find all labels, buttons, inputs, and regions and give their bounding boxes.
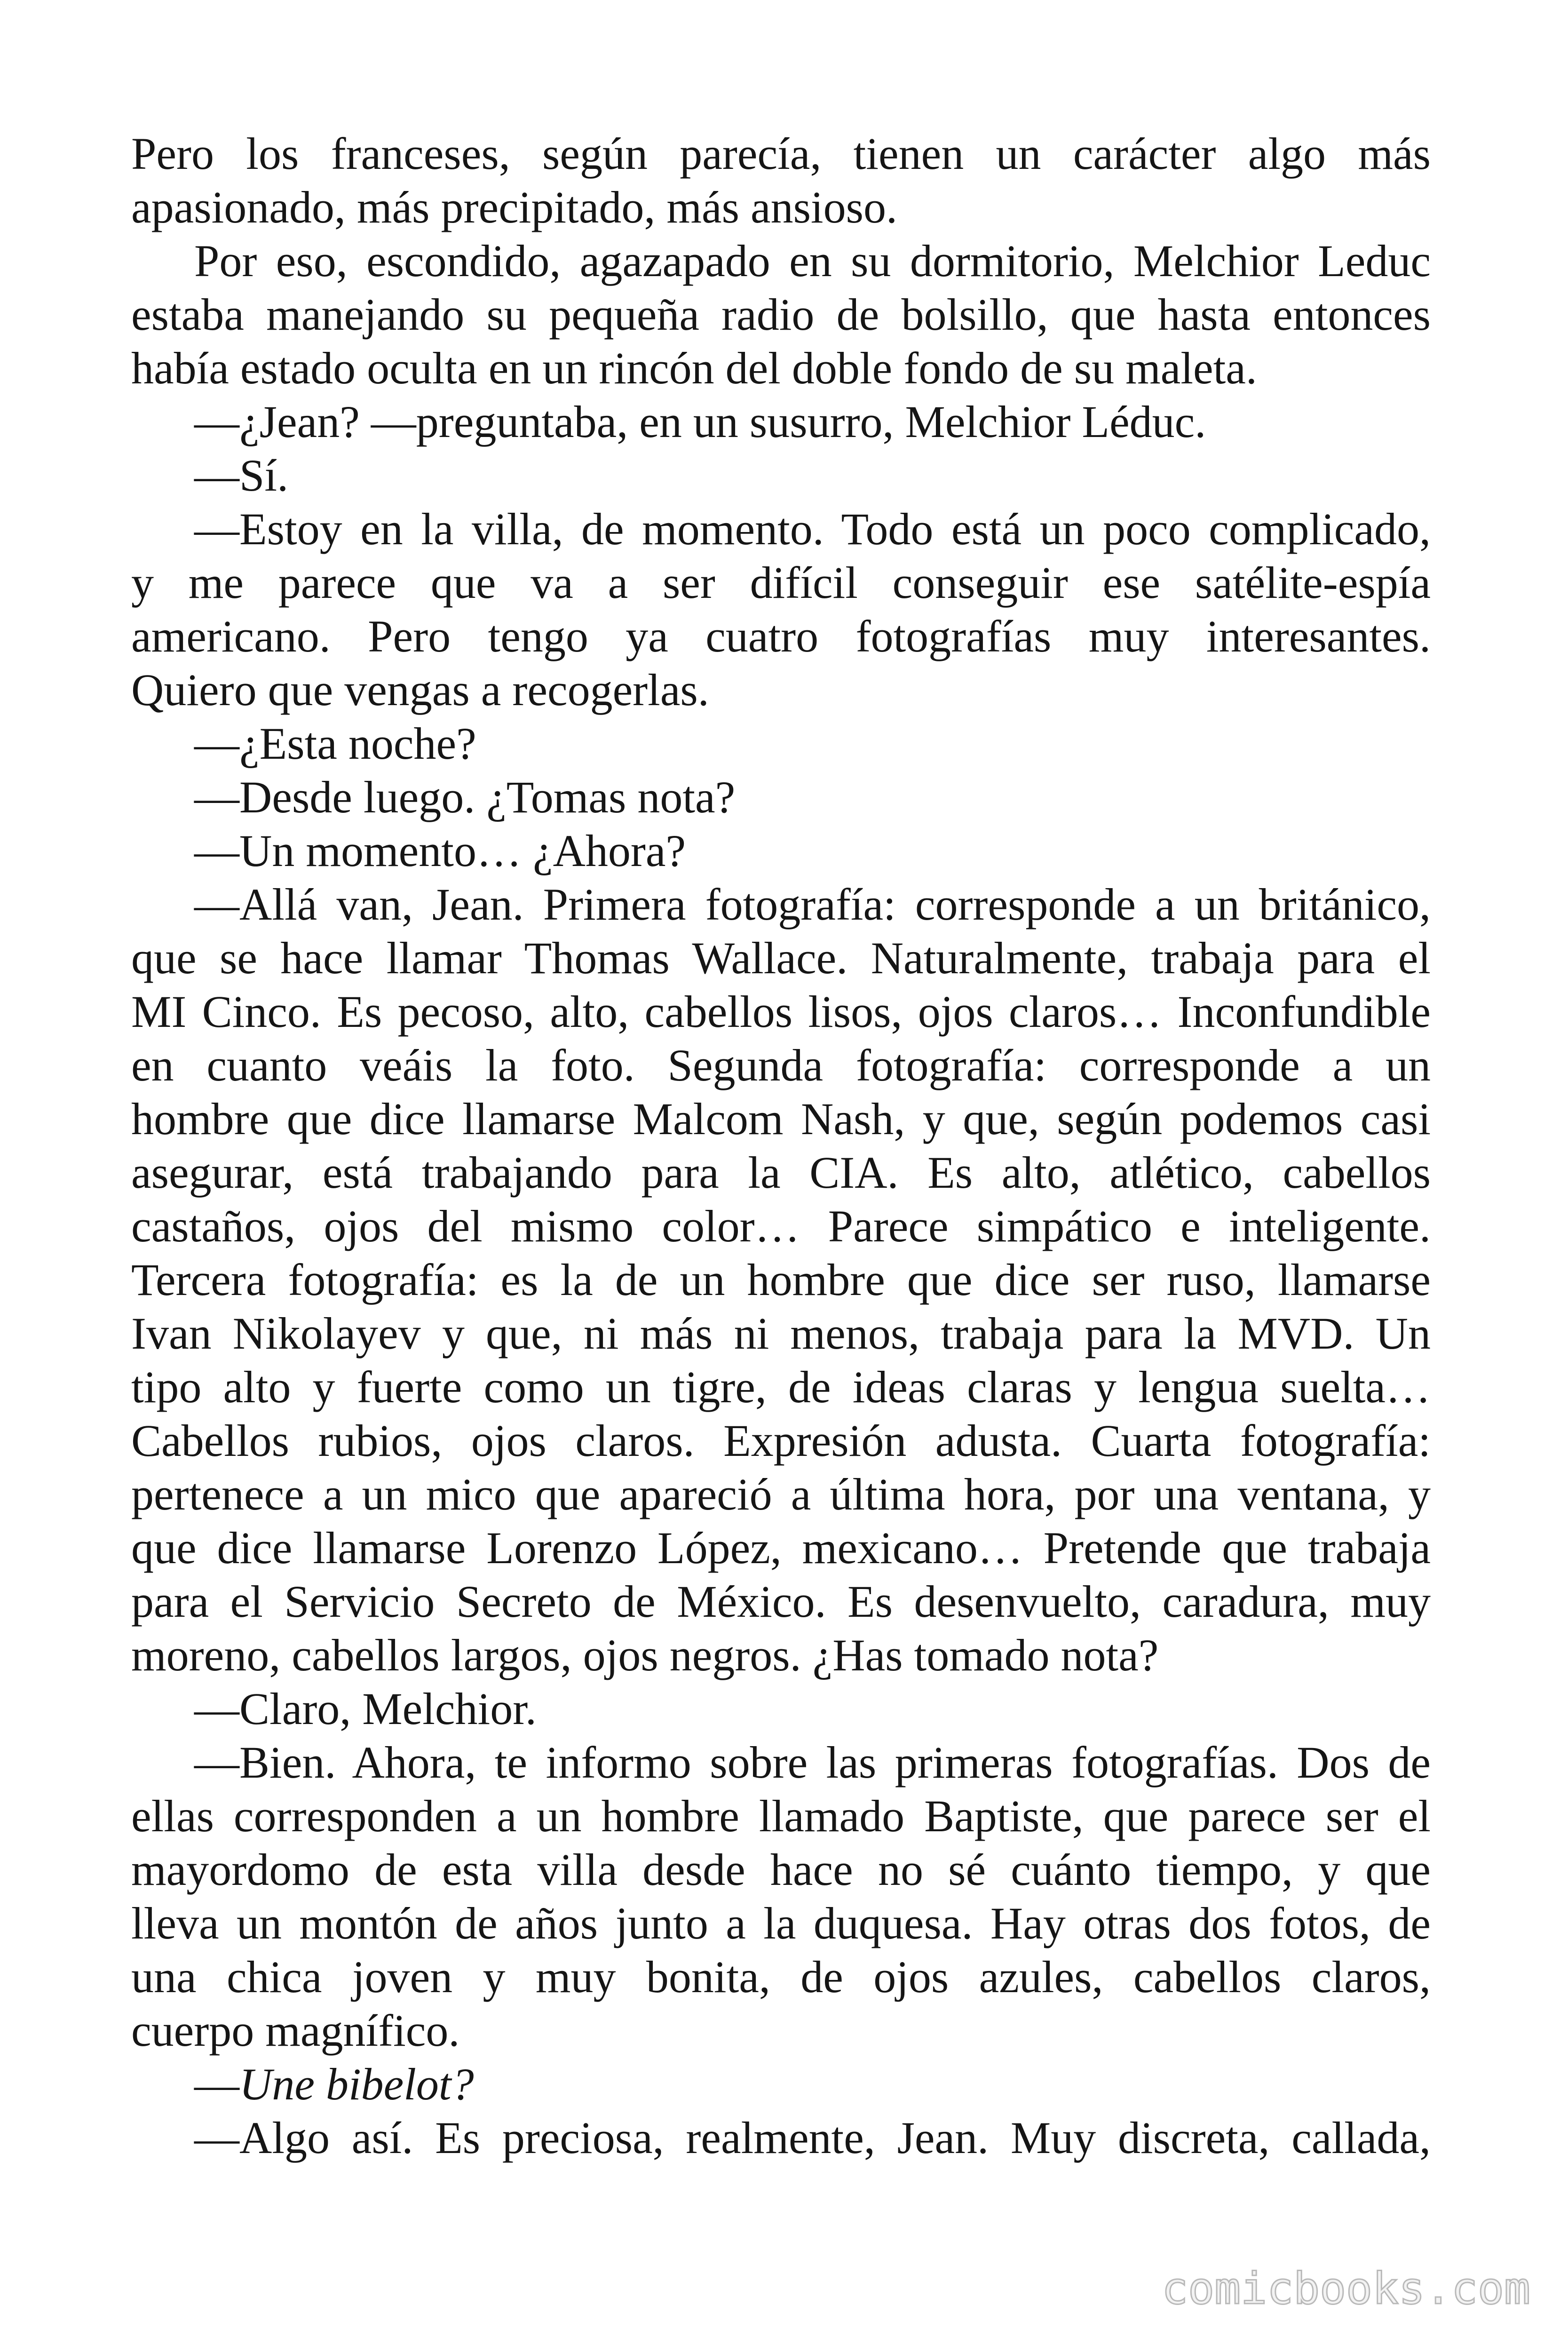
text-line: una chica joven y muy bonita, de ojos azules, cabellos claros, — [131, 1952, 1431, 2002]
dialogue-paragraph — [131, 1682, 1431, 1736]
watermark: comicbooks.com — [1162, 2263, 1530, 2314]
text-line: —Estoy en la villa, de momento. Todo está un poco complicado, — [194, 504, 1431, 554]
text-line: que se hace llamar Thomas Wallace. Naturalmente, trabaja para el — [131, 933, 1431, 983]
dialogue-dash: — — [194, 2059, 239, 2109]
text-line: —Algo así. Es preciosa, realmente, Jean. Muy discreta, callada, — [194, 2113, 1431, 2163]
text-line: Quiero que vengas a recogerlas. — [131, 665, 709, 715]
text-line: hombre que dice llamarse Malcom Nash, y que, según podemos casi — [131, 1094, 1431, 1144]
dialogue-paragraph — [131, 502, 1431, 717]
text-line: —¿Jean? —preguntaba, en un susurro, Melchior Léduc. — [194, 397, 1206, 447]
text-line: en cuanto veáis la foto. Segunda fotografía: corresponde a un — [131, 1040, 1431, 1090]
text-line: —Allá van, Jean. Primera fotografía: corresponde a un británico, — [194, 879, 1431, 930]
dialogue-paragraph — [131, 2111, 1431, 2165]
text-line: Ivan Nikolayev y que, ni más ni menos, trabaja para la MVD. Un — [131, 1308, 1431, 1359]
text-line: había estado oculta en un rincón del doble fondo de su maleta. — [131, 343, 1257, 393]
text-line: apasionado, más precipitado, más ansioso. — [131, 182, 897, 232]
text-line: pertenece a un mico que apareció a última hora, por una ventana, y — [131, 1469, 1431, 1519]
dialogue-paragraph — [131, 771, 1431, 824]
text-line: Por eso, escondido, agazapado en su dormitorio, Melchior Leduc — [194, 236, 1431, 286]
dialogue-paragraph — [131, 2058, 1431, 2111]
text-line: mayordomo de esta villa desde hace no sé cuánto tiempo, y que — [131, 1844, 1431, 1895]
text-line: MI Cinco. Es pecoso, alto, cabellos lisos, ojos claros… Inconfundible — [131, 986, 1431, 1037]
paragraph — [131, 234, 1431, 395]
text-line: y me parece que va a ser difícil conseguir ese satélite-espía — [131, 557, 1431, 608]
text-line: tipo alto y fuerte como un tigre, de ideas claras y lengua suelta… — [131, 1362, 1431, 1412]
text-line: castaños, ojos del mismo color… Parece simpático e inteligente. — [131, 1201, 1431, 1251]
text-line: que dice llamarse Lorenzo López, mexicano… Pretende que trabaja — [131, 1523, 1431, 1573]
text-line: lleva un montón de años junto a la duquesa. Hay otras dos fotos, de — [131, 1898, 1431, 1948]
text-line: ellas corresponden a un hombre llamado Baptiste, que parece ser el — [131, 1791, 1431, 1841]
text-line: Cabellos rubios, ojos claros. Expresión adusta. Cuarta fotografía: — [131, 1415, 1431, 1466]
dialogue-paragraph — [131, 1736, 1431, 2058]
text-line: para el Servicio Secreto de México. Es desenvuelto, caradura, muy — [131, 1576, 1431, 1627]
text-line: —Claro, Melchior. — [194, 1684, 537, 1734]
text-line: —Desde luego. ¿Tomas nota? — [194, 772, 736, 822]
text-line: —¿Esta noche? — [194, 718, 476, 769]
text-line: Tercera fotografía: es la de un hombre que dice ser ruso, llamarse — [131, 1255, 1431, 1305]
text-line: cuerpo magnífico. — [131, 2005, 460, 2056]
text-line: moreno, cabellos largos, ojos negros. ¿Has tomado nota? — [131, 1630, 1159, 1680]
paragraph — [131, 127, 1431, 234]
text-line — [131, 2058, 1431, 2111]
dialogue-paragraph — [131, 395, 1431, 449]
dialogue-paragraph — [131, 717, 1431, 771]
text-line: —Bien. Ahora, te informo sobre las primeras fotografías. Dos de — [194, 1737, 1431, 1788]
text-line: —Un momento… ¿Ahora? — [194, 826, 686, 876]
text-line: asegurar, está trabajando para la CIA. Es alto, atlético, cabellos — [131, 1147, 1431, 1198]
italic-phrase: Une bibelot? — [239, 2059, 474, 2109]
text-line: americano. Pero tengo ya cuatro fotografías muy interesantes. — [131, 611, 1431, 661]
text-line: Pero los franceses, según parecía, tienen un carácter algo más — [131, 128, 1431, 179]
text-line: —Sí. — [194, 450, 289, 501]
dialogue-paragraph — [131, 878, 1431, 1682]
dialogue-paragraph — [131, 824, 1431, 878]
body-text — [131, 127, 1431, 2165]
dialogue-paragraph — [131, 449, 1431, 502]
text-line: estaba manejando su pequeña radio de bolsillo, que hasta entonces — [131, 289, 1431, 340]
